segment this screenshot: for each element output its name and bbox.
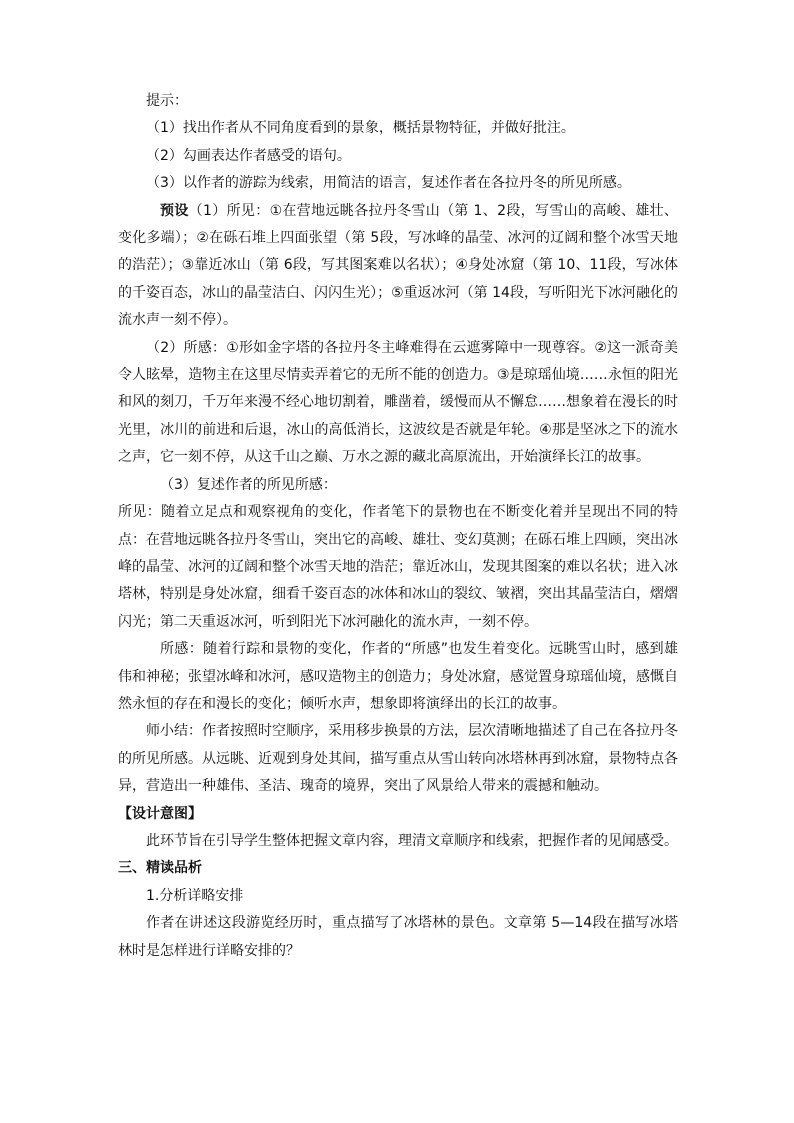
tip-2: （2）勾画表达作者感受的语句。 [146, 147, 351, 164]
subsection-1-heading: 1.分析详略安排 [146, 887, 244, 904]
design-intent-heading: 【设计意图】 [118, 805, 202, 822]
preset-label: 预设 [160, 202, 189, 219]
tip-1: （1）找出作者从不同角度看到的景象，概括景物特征，并做好批注。 [146, 120, 575, 137]
document-page [118, 88, 678, 965]
retell-heading: （3）复述作者的所见所感： [160, 476, 337, 493]
retell-felt-paragraph: 所感：随着行踪和景物的变化，作者的“所感”也发生着变化。远眺雪山时，感到雄伟和神秘；张望冰峰和冰河，感叹造物主的创造力；身处冰窟，感觉置身琼瑶仙境，感慨自然永恒的存在和漫长的变化；倾听水声，想象即将演绎出的长江的故事。 [118, 641, 678, 712]
subsection-1-text: 作者在讲述这段游览经历时，重点描写了冰塔林的景色。文章第 5—14段在描写冰塔林时是怎样进行详略安排的？ [118, 915, 678, 959]
preset-seen-text: （1）所见：①在营地远眺各拉丹冬雪山（第 1、2段，写雪山的高峻、雄壮、变化多端）；②在砾石堆上四面张望（第 5段，写冰峰的晶莹、冰河的辽阔和整个冰雪天地的浩茫）；③靠近冰山（第 6段，写其图案难以名状）；④身处冰窟（第 10、11段，写冰体的千姿百态，冰山的晶莹洁白、闪闪生光）；⑤重返冰河（第 14段，写听阳光下冰河融化的流水声一刻不停）。 [118, 202, 678, 329]
section-3-heading: 三、精读品析 [118, 860, 202, 877]
teacher-summary-paragraph: 师小结：作者按照时空顺序，采用移步换景的方法，层次清晰地描述了自己在各拉丹冬的所见所感。从远眺、近观到身处其间，描写重点从雪山转向冰塔林再到冰窟，景物特点各异，营造出一种雄伟、圣洁、瑰奇的境界，突出了风景给人带来的震撼和触动。 [118, 723, 678, 795]
preset-felt-paragraph: （2）所感：①形如金字塔的各拉丹冬主峰难得在云遮雾障中一现尊容。②这一派奇美令人眩晕，造物主在这里尽情卖弄着它的无所不能的创造力。③是琼瑶仙境……永恒的阳光和风的刻刀，千万年来漫不经心地切割着，雕凿着，缓慢而从不懈怠……想象着在漫长的时光里，冰川的前进和后退，冰山的高低消长，这波纹是否就是年轮。④那是坚冰之下的流水之声，它一刻不停，从这千山之巅、万水之源的藏北高原流出，开始演绎长江的故事。 [118, 339, 678, 466]
retell-seen-paragraph: 所见：随着立足点和观察视角的变化，作者笔下的景物也在不断变化着并呈现出不同的特点：在营地远眺各拉丹冬雪山，突出它的高峻、雄壮、变幻莫测；在砾石堆上四顾，突出冰峰的晶莹、冰河的辽阔和整个冰雪天地的浩茫；靠近冰山，发现其图案的难以名状；进入冰塔林，特别是身处冰窟，细看千姿百态的冰体和冰山的裂纹、皱褶，突出其晶莹洁白，熠熠闪光；第二天重返冰河，听到阳光下冰河融化的流水声，一刻不停。 [118, 504, 678, 630]
tip-3: （3）以作者的游踪为线索，用简洁的语言，复述作者在各拉丹冬的所见所感。 [146, 175, 631, 192]
tips-heading: 提示： [146, 93, 188, 109]
design-intent-text: 此环节旨在引导学生整体把握文章内容，理清文章顺序和线索，把握作者的见闻感受。 [146, 832, 678, 849]
preset-seen-paragraph [118, 198, 678, 335]
